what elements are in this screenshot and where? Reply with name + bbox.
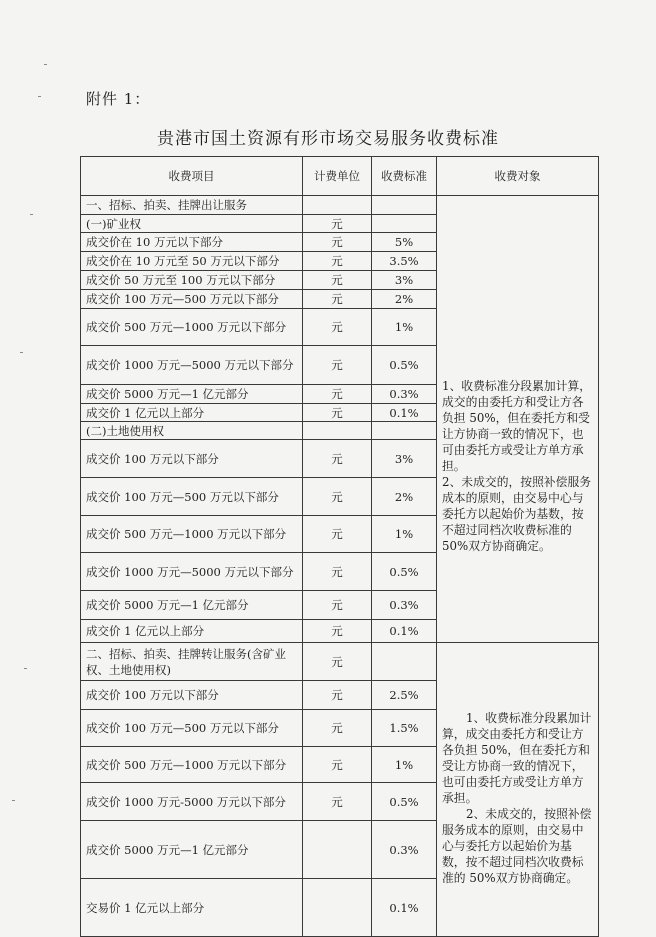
attachment-label: 附件 1： [86, 90, 151, 108]
rate-cell: 3% [372, 440, 437, 478]
item-cell: 成交价 5000 万元—1 亿元部分 [81, 591, 303, 620]
header-fee-target: 收费对象 [437, 157, 599, 196]
scan-speck [30, 214, 33, 215]
rate-cell: 1.5% [372, 710, 437, 747]
unit-cell: 元 [303, 747, 372, 783]
unit-cell: 元 [303, 252, 372, 271]
unit-cell: 元 [303, 215, 372, 233]
item-cell: 成交价 1000 万元-5000 万元以下部分 [81, 783, 303, 821]
rate-cell: 0.3% [372, 821, 437, 879]
rate-cell [372, 643, 437, 681]
item-cell: 成交价 50 万元至 100 万元以下部分 [81, 271, 303, 290]
scan-speck [24, 668, 27, 669]
rate-cell: 3% [372, 271, 437, 290]
unit-cell: 元 [303, 271, 372, 290]
section1-title: 一、招标、拍卖、挂牌出让服务 [81, 196, 303, 215]
item-cell: 成交价 100 万元以下部分 [81, 681, 303, 710]
unit-cell: 元 [303, 710, 372, 747]
section1-target-note2: 2、未成交的，按照补偿服务成本的原则，由交易中心与委托方以起始价为基数，按不超过同档次收费标准的 50%双方协商确定。 [442, 475, 592, 553]
item-cell: 成交价 500 万元—1000 万元以下部分 [81, 516, 303, 553]
fee-standard-table [80, 156, 599, 937]
unit-cell: 元 [303, 440, 372, 478]
table-header-row [81, 157, 599, 196]
unit-cell: 元 [303, 309, 372, 346]
section-title-row [81, 643, 599, 681]
unit-cell: 元 [303, 681, 372, 710]
rate-cell: 0.5% [372, 346, 437, 385]
scan-speck [38, 96, 41, 97]
unit-cell: 元 [303, 783, 372, 821]
rate-cell: 0.3% [372, 591, 437, 620]
rate-cell [372, 215, 437, 233]
unit-cell: 元 [303, 516, 372, 553]
rate-cell: 1% [372, 309, 437, 346]
unit-cell: 元 [303, 385, 372, 404]
section-title-row [81, 196, 599, 215]
document-title: 贵港市国土资源有形市场交易服务收费标准 [157, 129, 499, 149]
rate-cell: 0.3% [372, 385, 437, 404]
header-fee-item: 收费项目 [81, 157, 303, 196]
unit-cell: 元 [303, 404, 372, 422]
mining-rights-title: (一)矿业权 [81, 215, 303, 233]
item-cell: 成交价 500 万元—1000 万元以下部分 [81, 309, 303, 346]
section1-target-note1: 1、收费标准分段累加计算，成交的由委托方和受让方各负担 50%，但在委托方和受让方协商一致的情况下，也可由委托方或受让方单方承担。 [442, 379, 592, 473]
section2-title: 二、招标、拍卖、挂牌转让服务(含矿业权、土地使用权) [81, 643, 303, 681]
rate-cell: 0.5% [372, 783, 437, 821]
rate-cell: 2% [372, 478, 437, 516]
unit-cell: 元 [303, 346, 372, 385]
item-cell: 成交价 100 万元—500 万元以下部分 [81, 290, 303, 309]
section1-fee-target [437, 196, 599, 643]
item-cell: 成交价 100 万元以下部分 [81, 440, 303, 478]
rate-cell: 0.5% [372, 553, 437, 591]
scan-speck [12, 800, 15, 801]
rate-cell: 1% [372, 747, 437, 783]
rate-cell: 3.5% [372, 252, 437, 271]
item-cell: 成交价 1 亿元以上部分 [81, 404, 303, 422]
rate-cell: 0.1% [372, 879, 437, 937]
rate-cell: 5% [372, 233, 437, 252]
land-rights-title: (二)土地使用权 [81, 422, 303, 440]
unit-cell [303, 879, 372, 937]
scan-speck [20, 352, 23, 353]
item-cell: 成交价 500 万元—1000 万元以下部分 [81, 747, 303, 783]
unit-cell [303, 196, 372, 215]
unit-cell: 元 [303, 643, 372, 681]
item-cell: 成交价 100 万元—500 万元以下部分 [81, 710, 303, 747]
rate-cell [372, 196, 437, 215]
rate-cell: 0.1% [372, 620, 437, 643]
item-cell: 成交价 100 万元—500 万元以下部分 [81, 478, 303, 516]
header-fee-standard: 收费标准 [372, 157, 437, 196]
item-cell: 成交价 1000 万元—5000 万元以下部分 [81, 346, 303, 385]
unit-cell: 元 [303, 553, 372, 591]
section2-fee-target [437, 643, 599, 937]
item-cell: 成交价 5000 万元—1 亿元部分 [81, 821, 303, 879]
unit-cell: 元 [303, 478, 372, 516]
rate-cell: 2.5% [372, 681, 437, 710]
item-cell: 成交价 1000 万元—5000 万元以下部分 [81, 553, 303, 591]
item-cell: 交易价 1 亿元以上部分 [81, 879, 303, 937]
header-billing-unit: 计费单位 [303, 157, 372, 196]
unit-cell: 元 [303, 233, 372, 252]
section2-target-note1: 1、收费标准分段累加计算，成交由委托方和受让方各负担 50%，但在委托方和受让方协商一致的情况下，也可由委托方或受让方单方承担。 [442, 710, 592, 805]
item-cell: 成交价 1 亿元以上部分 [81, 620, 303, 643]
rate-cell [372, 422, 437, 440]
scan-speck [44, 64, 47, 65]
rate-cell: 0.1% [372, 404, 437, 422]
unit-cell [303, 422, 372, 440]
rate-cell: 2% [372, 290, 437, 309]
rate-cell: 1% [372, 516, 437, 553]
item-cell: 成交价在 10 万元至 50 万元以下部分 [81, 252, 303, 271]
unit-cell: 元 [303, 620, 372, 643]
unit-cell: 元 [303, 290, 372, 309]
item-cell: 成交价 5000 万元—1 亿元部分 [81, 385, 303, 404]
section2-target-note2: 2、未成交的，按照补偿服务成本的原则，由交易中心与委托方以起始价为基数，按不超过同档次收费标准的 50%双方协商确定。 [442, 806, 592, 885]
item-cell: 成交价在 10 万元以下部分 [81, 233, 303, 252]
unit-cell [303, 821, 372, 879]
unit-cell: 元 [303, 591, 372, 620]
